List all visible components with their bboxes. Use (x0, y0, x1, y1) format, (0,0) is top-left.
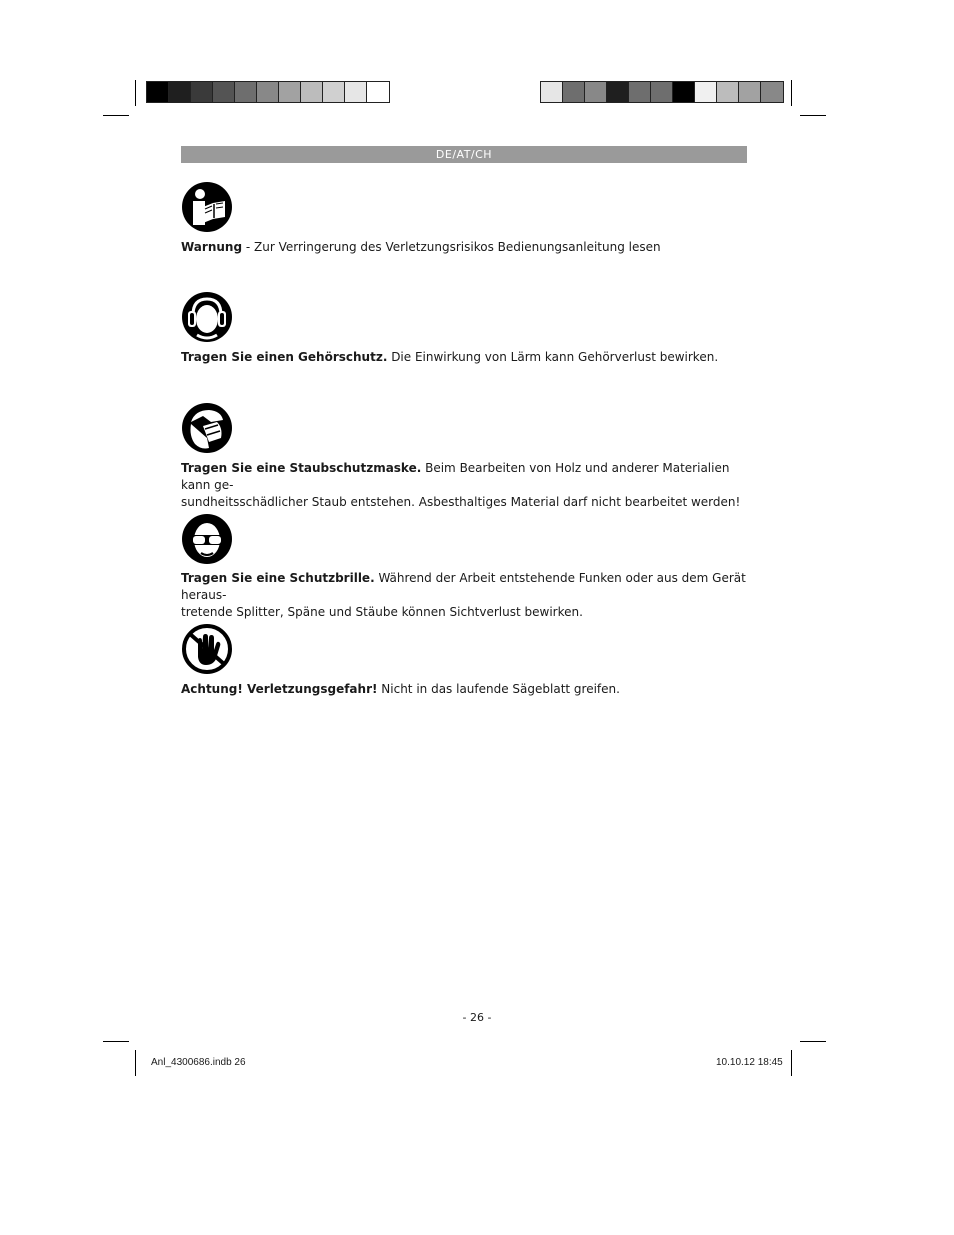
crop-mark (103, 115, 129, 116)
color-swatch (367, 82, 389, 102)
hearing-body: Die Einwirkung von Lärm kann Gehörverlust bewirken. (387, 350, 719, 364)
file-slug: Anl_4300686.indb 26 (151, 1057, 246, 1068)
color-swatch (235, 82, 257, 102)
warning-text (181, 239, 747, 256)
goggles-body: Während der Arbeit entstehende Funken oder aus dem Gerät heraus- (181, 571, 746, 602)
color-swatch (213, 82, 235, 102)
hearing-title: Tragen Sie einen Gehörschutz. (181, 350, 388, 364)
color-swatch (169, 82, 191, 102)
color-bar-right (540, 81, 784, 103)
crop-mark (791, 1050, 792, 1076)
color-swatch (651, 82, 673, 102)
color-swatch (279, 82, 301, 102)
color-swatch (607, 82, 629, 102)
dust-mask-body-line2: sundheitsschädlicher Staub entstehen. Asbesthaltiges Material darf nicht bearbeitet werden! (181, 495, 741, 509)
date-slug: 10.10.12 18:45 (716, 1057, 783, 1068)
crop-mark (135, 80, 136, 106)
crop-mark (103, 1041, 129, 1042)
warning-body: - Zur Verringerung des Verletzungsrisikos Bedienungsanleitung lesen (242, 240, 661, 254)
color-swatch (563, 82, 585, 102)
goggles-text (181, 570, 747, 621)
color-swatch (345, 82, 367, 102)
color-swatch (739, 82, 761, 102)
page-number: - 26 - (462, 1011, 492, 1024)
safety-goggles-icon (181, 513, 233, 565)
goggles-body-line2: tretende Splitter, Späne und Stäube können Sichtverlust bewirken. (181, 605, 583, 619)
no-hand-icon (181, 623, 233, 675)
color-swatch (301, 82, 323, 102)
color-swatch (541, 82, 563, 102)
warning-title: Warnung (181, 240, 243, 254)
danger-body: Nicht in das laufende Sägeblatt greifen. (377, 682, 620, 696)
dust-mask-icon (181, 402, 233, 454)
color-swatch (257, 82, 279, 102)
crop-mark (800, 115, 826, 116)
color-swatch (629, 82, 651, 102)
color-swatch (717, 82, 739, 102)
region-header: DE/AT/CH (181, 146, 747, 163)
hearing-text (181, 349, 747, 366)
color-swatch (147, 82, 169, 102)
color-swatch (673, 82, 695, 102)
color-bar-left (146, 81, 390, 103)
color-swatch (191, 82, 213, 102)
danger-text (181, 681, 747, 698)
danger-title: Achtung! Verletzungsgefahr! (181, 682, 378, 696)
dust-mask-body: Beim Bearbeiten von Holz und anderer Materialien kann ge- (181, 461, 730, 492)
color-swatch (323, 82, 345, 102)
crop-mark (135, 1050, 136, 1076)
goggles-title: Tragen Sie eine Schutzbrille. (181, 571, 375, 585)
color-swatch (695, 82, 717, 102)
color-swatch (761, 82, 783, 102)
crop-mark (800, 1041, 826, 1042)
dust-mask-title: Tragen Sie eine Staubschutzmaske. (181, 461, 422, 475)
dust-mask-text (181, 460, 747, 511)
hearing-protection-icon (181, 291, 233, 343)
read-manual-icon (181, 181, 233, 233)
crop-mark (791, 80, 792, 106)
color-swatch (585, 82, 607, 102)
